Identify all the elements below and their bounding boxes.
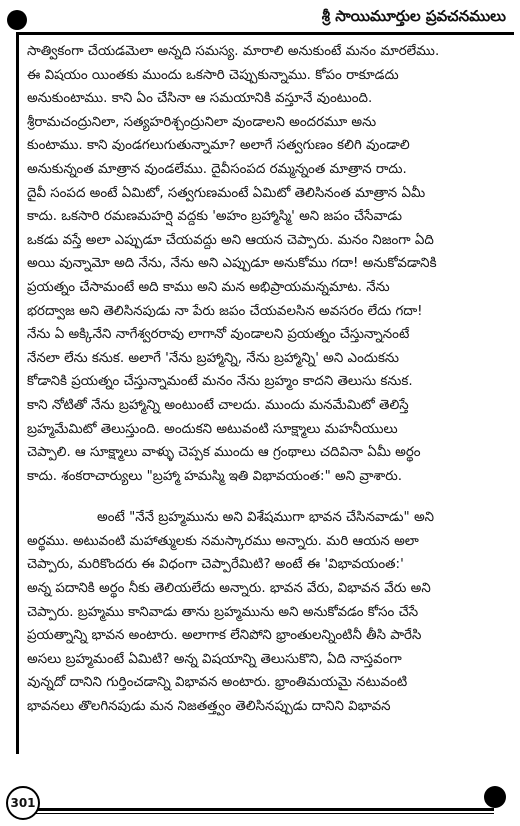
text-line: అనుకున్నంత మాత్రాన వుండలేము. దైవీసంపద రమ్మన్నంత మాత్రాన రాదు.	[27, 161, 407, 177]
footer-rule-thin	[36, 813, 494, 814]
text-line: కాని నోటితో నేను బ్రహ్మాన్ని అంటుంటే చాలదు. ముందు మనమేమిటో తెలిస్తే	[27, 397, 409, 413]
page-header	[0, 0, 520, 36]
header-bullet-dot	[7, 10, 27, 30]
text-line: ప్రయత్నం చేసామంటే అది కాము అని మన అభిప్రాయమన్నమాట. నేను	[27, 279, 390, 295]
text-line: బ్రహ్మమేమిటో తెలుస్తుంది. అందుకని అటువంటి సూక్ష్మాలు మహనీయులు	[27, 421, 398, 437]
text-line: నేను ఏ అక్కినేని నాగేశ్వరరావు లాగానో వుండాలని ప్రయత్నం చేస్తున్నానంటే	[27, 327, 410, 343]
text-line: భావనలు తొలగినపుడు మన నిజతత్త్వం తెలిసినప్పుడు దానిని విభావన	[27, 699, 391, 715]
text-line: ఈ విషయం యింతకు ముందు ఒకసారి చెప్పుకున్నాము. కోపం రాకూడదు	[27, 67, 399, 83]
header-rule	[16, 32, 514, 35]
text-line: అనుకుంటాము. కాని ఏం చేసినా ఆ సమయానికి వస్తూనే వుంటుంది.	[27, 91, 373, 107]
text-line: కాదు. శంకరాచార్యులు "బ్రహ్మా హమస్మి ఇతి విభావయంత:" అని వ్రాశారు.	[27, 468, 403, 484]
footer-rule	[36, 808, 494, 811]
text-line: వున్నదో దానిని గుర్తించడాన్ని విభావన అంటారు. భ్రాంతిమయమై నటువంటి	[27, 675, 408, 691]
text-line: అన్న పదానికి అర్థం నీకు తెలియలేదు అన్నారు. భావన వేరు, విభావన వేరు అని	[27, 581, 431, 597]
text-line: కుంటాము. కాని వుండగలుగుతున్నామా? అలాగే సత్వగుణం కలిగి వుండాలి	[27, 138, 410, 154]
text-line: అసలు బ్రహ్మమంటే ఏమిటి? అన్న విషయాన్ని తెలుసుకొని, ఏది నాస్తవంగా	[27, 651, 402, 667]
text-line: ప్రయత్నాన్ని భావన అంటారు. అలాగాక లేనిపోని భ్రాంతులన్నింటినీ తీసి పారేసి	[27, 628, 422, 644]
left-margin-rule	[16, 34, 19, 754]
text-line: శ్రీరామచంద్రునిలా, సత్యహరిశ్చంద్రునిలా వుండాలని అందరమూ అను	[27, 114, 377, 130]
running-title: శ్రీ సాయిమూర్తుల ప్రవచనములు	[321, 7, 506, 25]
text-line: అంటే "నేనే బ్రహ్మమును అని విశేషముగా భావన చేసినవాడు" అని	[97, 510, 435, 526]
text-line: భరద్వాజ అని తెలిసినపుడు నా పేరు జపం చేయవలసిన అవసరం లేదు గదా!	[27, 303, 423, 319]
text-line: ఒకడు వస్తే అలా ఎప్పుడూ చేయవద్దు అని ఆయన చెప్పారు. మనం నిజంగా ఏది	[27, 232, 434, 248]
text-line: చెప్పాలి. ఆ సూక్ష్మాలు వాళ్ళు చెప్పక ముందు ఆ గ్రంథాలు చదివినా ఏమీ అర్థం	[27, 445, 421, 461]
text-line: అయి వున్నామో అది నేను, నేను అని ఎప్పుడూ అనుకోము గదా! అనుకోవడానికి	[27, 256, 437, 272]
text-line: దైవీ సంపద అంటే ఏమిటో, సత్వగుణమంటే ఏమిటో తెలిసినంత మాత్రాన ఏమీ	[27, 185, 426, 201]
text-line: నేనలా లేను కనుక. అలాగే 'నేను బ్రహ్మాన్ని, నేను బ్రహ్మాన్ని' అని ఎందుకను	[27, 350, 399, 366]
page-footer	[0, 780, 520, 826]
paragraph-gap	[27, 488, 511, 506]
text-line: సాత్వికంగా చేయడమెలా అన్నది సమస్య. మారాలి అనుకుంటే మనం మారలేము.	[27, 44, 440, 59]
page-number: 301	[6, 786, 40, 820]
body-text	[27, 40, 511, 719]
text-line: కాదు. ఒకసారి రమణమహర్షి వద్దకు 'అహం బ్రహ్మాస్మి' అని జపం చేసేవాడు	[27, 209, 402, 225]
text-line: చెప్పారు. బ్రహ్మము కానివాడు తాను బ్రహ్మమును అని అనుకోవడం కోసం చేసే	[27, 604, 419, 620]
text-line: అర్థము. అటువంటి మహాత్ములకు నమస్కారము అన్నారు. మరి ఆయన అలా	[27, 533, 419, 549]
footer-bullet-dot	[484, 786, 506, 808]
text-line: చెప్పారు, మరికొందరు ఈ విధంగా చెప్పారేమిటి? అంటే ఈ 'విభావయంత:'	[27, 557, 404, 573]
text-line: కోడానికి ప్రయత్నం చేస్తున్నామంటే మనం నేను బ్రహ్మం కాదని తెలుసు కనుక.	[27, 374, 413, 390]
